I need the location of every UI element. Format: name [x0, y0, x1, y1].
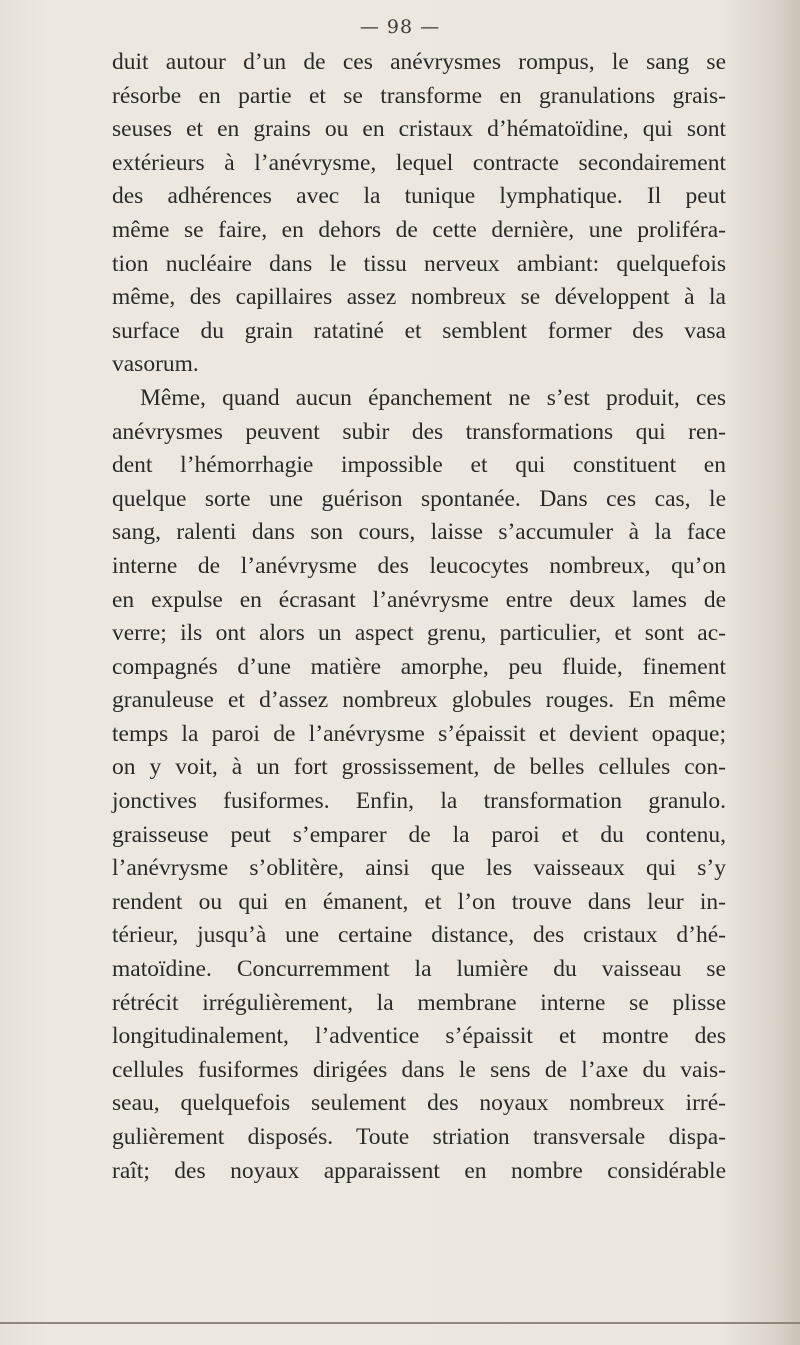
text-line: seau, quelquefois seulement des noyaux nombreux irré- [112, 1090, 726, 1117]
text-line: longitudinalement, l’adventice s’épaissit et montre des [112, 1023, 726, 1050]
text-line: raît; des noyaux apparaissent en nombre considérable [112, 1157, 726, 1184]
text-line: quelque sorte une guérison spontanée. Dans ces cas, le [112, 485, 726, 512]
paragraph-start-line: Même, quand aucun épanchement ne s’est produit, ces [140, 384, 726, 411]
text-line: même se faire, en dehors de cette dernière, une proliféra- [112, 216, 726, 243]
body-text [112, 46, 726, 1188]
text-line: rétrécit irrégulièrement, la membrane interne se plisse [112, 989, 726, 1016]
text-line: même, des capillaires assez nombreux se développent à la [112, 284, 726, 311]
text-line: granuleuse et d’assez nombreux globules rouges. En même [112, 687, 726, 714]
text-line: en expulse en écrasant l’anévrysme entre deux lames de [112, 586, 726, 613]
text-line: des adhérences avec la tunique lymphatique. Il peut [112, 183, 726, 210]
text-line: sang, ralenti dans son cours, laisse s’accumuler à la face [112, 519, 726, 546]
text-line: seuses et en grains ou en cristaux d’hématoïdine, qui sont [112, 116, 726, 143]
text-line: interne de l’anévrysme des leucocytes nombreux, qu’on [112, 552, 726, 579]
text-line: extérieurs à l’anévrysme, lequel contracte secondairement [112, 149, 726, 176]
text-line: cellules fusiformes dirigées dans le sens de l’axe du vais- [112, 1056, 726, 1083]
page-bottom-edge [0, 1322, 800, 1324]
text-line: résorbe en partie et se transforme en granulations grais- [112, 82, 726, 109]
text-line: verre; ils ont alors un aspect grenu, particulier, et sont ac- [112, 620, 726, 647]
text-line: térieur, jusqu’à une certaine distance, des cristaux d’hé- [112, 922, 726, 949]
text-line: l’anévrysme s’oblitère, ainsi que les vaisseaux qui s’y [112, 855, 726, 882]
text-line: dent l’hémorrhagie impossible et qui constituent en [112, 452, 726, 479]
page-number: — 98 — [359, 16, 441, 38]
text-line: rendent ou qui en émanent, et l’on trouve dans leur in- [112, 888, 726, 915]
text-line: temps la paroi de l’anévrysme s’épaissit et devient opaque; [112, 720, 726, 747]
text-line: duit autour d’un de ces anévrysmes rompus, le sang se [112, 49, 726, 75]
text-line: on y voit, à un fort grossissement, de belles cellules con- [112, 754, 726, 781]
text-line: compagnés d’une matière amorphe, peu fluide, finement [112, 653, 726, 680]
text-line: surface du grain ratatiné et semblent former des vasa [112, 317, 726, 344]
text-line: gulièrement disposés. Toute striation transversale dispa- [112, 1124, 726, 1150]
paragraph-end-line: vasorum. [112, 351, 199, 378]
text-line: tion nucléaire dans le tissu nerveux ambiant: quelquefois [112, 250, 726, 277]
text-line: graisseuse peut s’emparer de la paroi et du contenu, [112, 821, 726, 848]
text-line: matoïdine. Concurremment la lumière du vaisseau se [112, 956, 726, 983]
text-line: anévrysmes peuvent subir des transformations qui ren- [112, 418, 726, 445]
text-line: jonctives fusiformes. Enfin, la transformation granulo. [112, 788, 726, 815]
